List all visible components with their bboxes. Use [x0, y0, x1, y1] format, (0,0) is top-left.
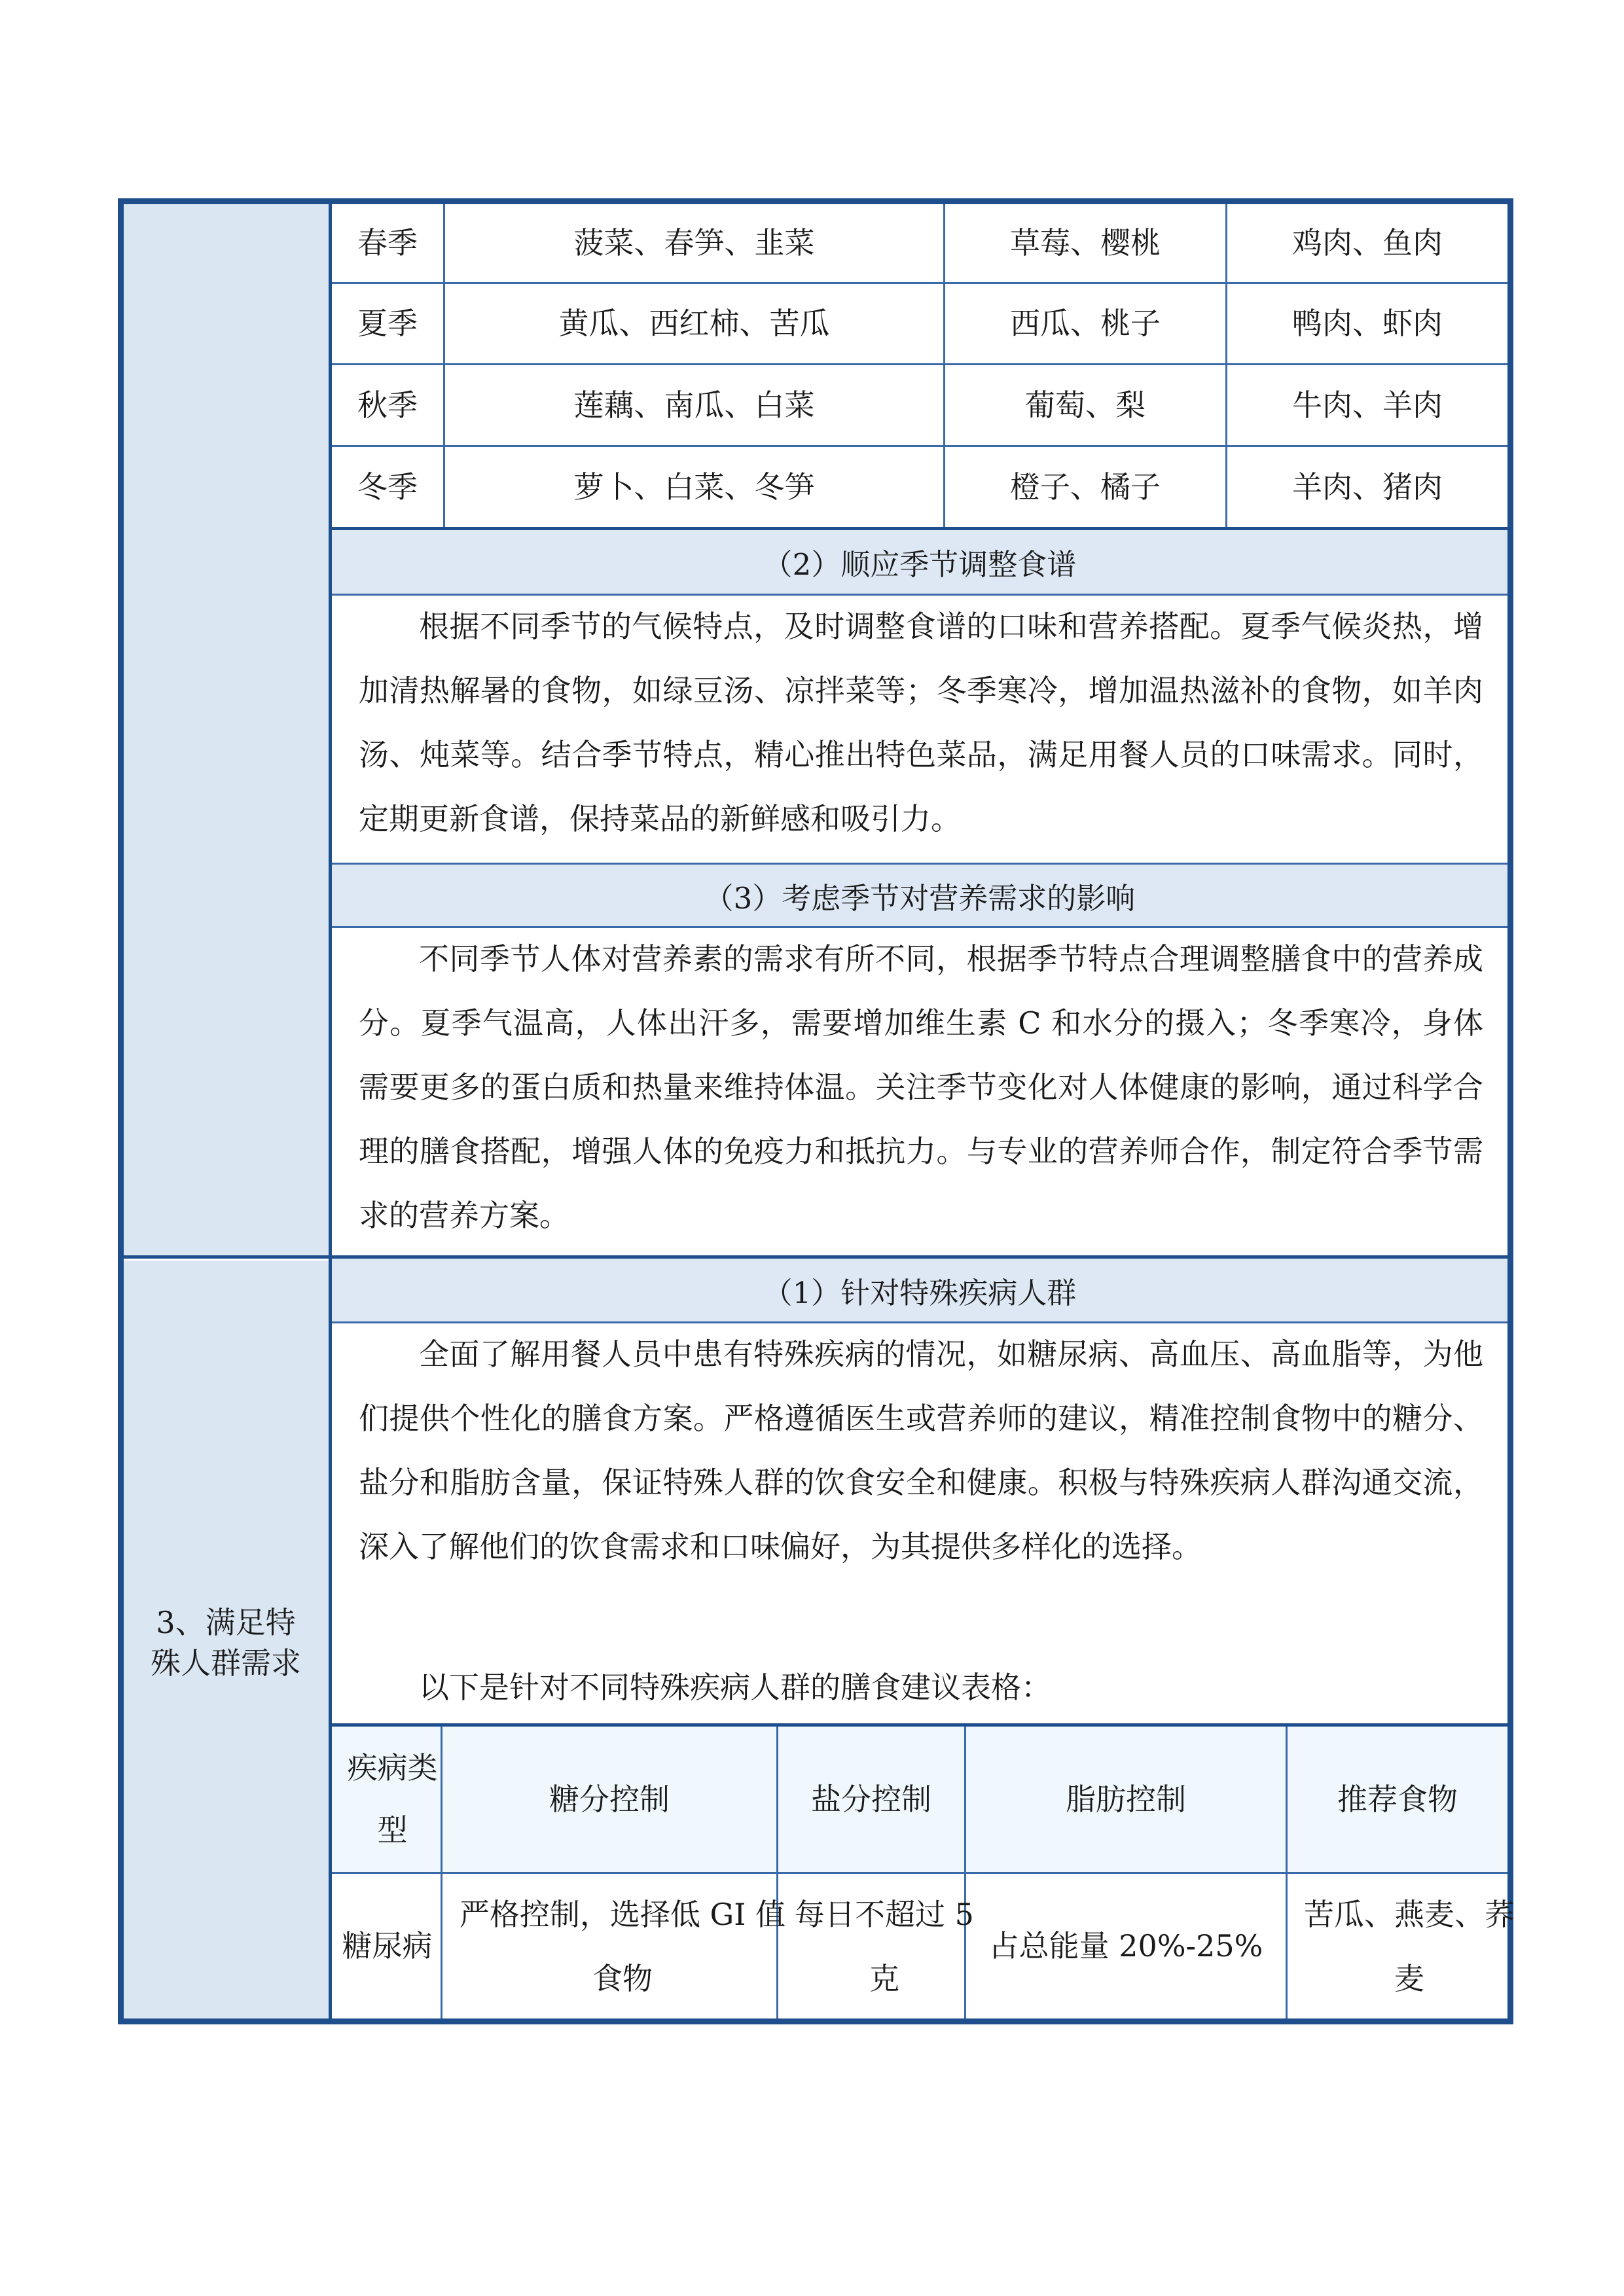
section2-heading: （2）顺应季节调整食谱 [332, 530, 1507, 594]
season-cell: 秋季 [357, 387, 418, 423]
meats-cell: 鸭肉、虾肉 [1292, 306, 1443, 342]
disease-header-cell: 脂肪控制 [1066, 1781, 1186, 1817]
fruits-cell: 葡萄、梨 [1025, 387, 1146, 423]
disease-cell: 苦瓜、燕麦、荞麦 [1304, 1896, 1515, 1996]
disease-cell: 占总能量 20%-25% [988, 1928, 1263, 1964]
meats-cell: 羊肉、猪肉 [1292, 469, 1443, 505]
fruits-cell: 草莓、樱桃 [1010, 225, 1161, 261]
vegetables-cell: 菠菜、春笋、韭菜 [573, 225, 815, 261]
meats-cell: 牛肉、羊肉 [1292, 387, 1443, 423]
disease-cell: 每日不超过 5 克 [795, 1896, 974, 1996]
fruits-cell: 橙子、橘子 [1010, 469, 1161, 505]
fruits-cell: 西瓜、桃子 [1010, 306, 1161, 342]
disease-cell: 糖尿病 [342, 1928, 433, 1964]
disease-header-cell: 盐分控制 [811, 1781, 931, 1817]
special-group-body: 全面了解用餐人员中患有特殊疾病的情况，如糖尿病、高血压、高血脂等，为他们提供个性化的膳食方案。严格遵循医生或营养师的建议，精准控制食物中的糖分、盐分和脂肪含量，保证特殊人群的饮食安全和健康。积极与特殊疾病人群沟通交流，深入了解他们的饮食需求和口味偏好，为其提供多样化的选择。 [359, 1336, 1483, 1564]
special-group-intro: 以下是针对不同特殊疾病人群的膳食建议表格： [419, 1670, 1051, 1705]
vegetables-cell: 莲藕、南瓜、白菜 [573, 387, 815, 423]
disease-header-cell: 推荐食物 [1337, 1781, 1458, 1817]
vegetables-cell: 黄瓜、西红柿、苦瓜 [558, 306, 830, 342]
disease-header-cell: 糖分控制 [549, 1781, 670, 1817]
disease-cell: 严格控制，选择低 GI 值食物 [459, 1896, 786, 1996]
season-cell: 夏季 [357, 306, 418, 342]
section3-body: 不同季节人体对营养素的需求有所不同，根据季节特点合理调整膳食中的营养成分。夏季气温高，人体出汗多，需要增加维生素 C 和水分的摄入；冬季寒冷，身体需要更多的蛋白质和热量来维持体温。关注季节变化对人体健康的影响，通过科学合理的膳食搭配，增强人体的免疫力和抵抗力。与专业的营养师合作，制定符合季节需求的营养方案。 [359, 941, 1483, 1233]
left-cell-top [124, 204, 329, 1257]
meats-cell: 鸡肉、鱼肉 [1292, 225, 1443, 261]
vegetables-cell: 萝卜、白菜、冬笋 [573, 469, 815, 505]
section3-heading: （3）考虑季节对营养需求的影响 [332, 865, 1507, 926]
disease-header-cell: 疾病类型 [347, 1750, 438, 1848]
season-cell: 冬季 [357, 469, 418, 505]
section2-body: 根据不同季节的气候特点，及时调整食谱的口味和营养搭配。夏季气候炎热，增加清热解暑的食物，如绿豆汤、凉拌菜等；冬季寒冷，增加温热滋补的食物，如羊肉汤、炖菜等。结合季节特点，精心推出特色菜品，满足用餐人员的口味需求。同时，定期更新食谱，保持菜品的新鲜感和吸引力。 [359, 609, 1483, 836]
season-cell: 春季 [357, 225, 418, 261]
special-group-label: 3、满足特殊人群需求 [151, 1605, 301, 1681]
special-group-heading: （1）针对特殊疾病人群 [332, 1259, 1507, 1321]
